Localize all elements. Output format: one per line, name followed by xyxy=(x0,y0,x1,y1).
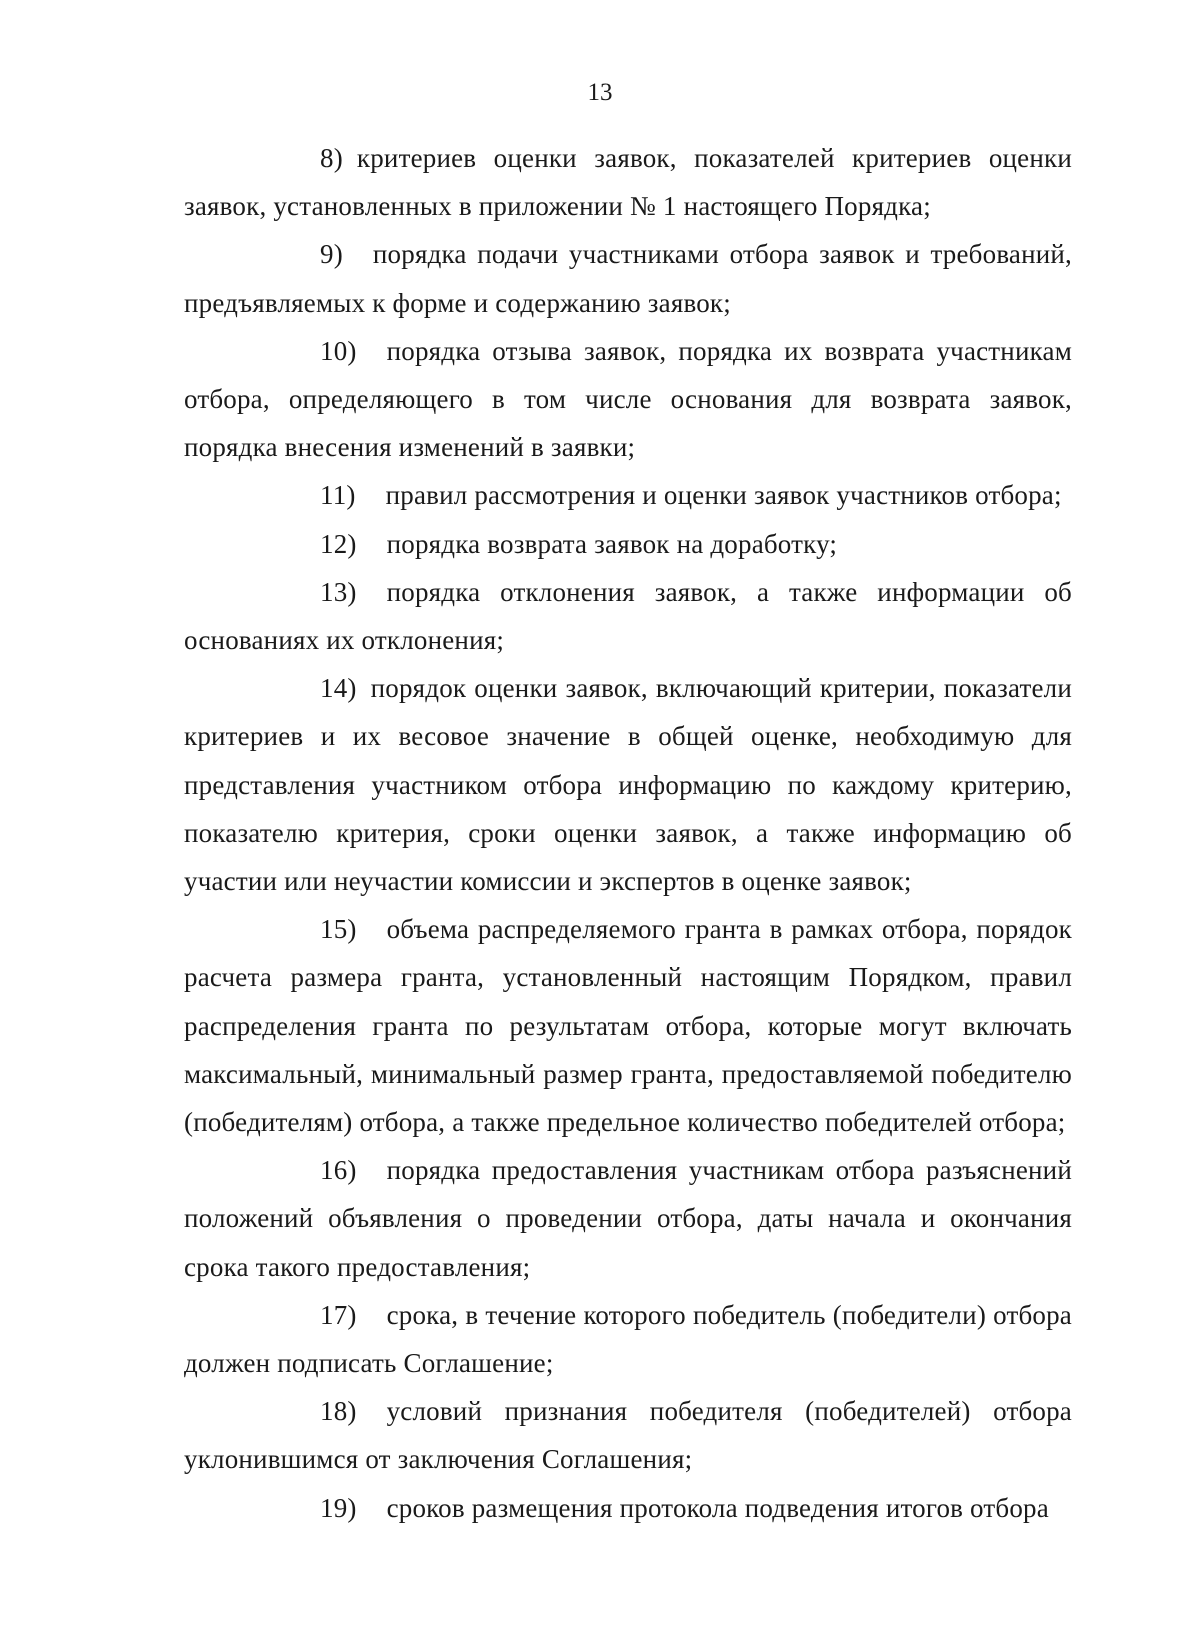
item-text: правил рассмотрения и оценки заявок участников отбора; xyxy=(385,480,1062,511)
item-text: срока, в течение которого победитель (победители) отбора должен подписать Соглашение; xyxy=(184,1299,1072,1379)
item-text: порядка отзыва заявок, порядка их возврата участникам отбора, определяющего в том числе основания для возврата заявок, порядка внесения изменений в заявки; xyxy=(184,335,1072,463)
document-body xyxy=(184,134,1072,1532)
item-number: 11) xyxy=(320,480,356,511)
item-text: порядка предоставления участникам отбора разъяснений положений объявления о проведении отбора, даты начала и окончания срока такого предоставления; xyxy=(184,1155,1072,1282)
list-item xyxy=(184,520,1072,568)
item-number: 18) xyxy=(320,1396,357,1427)
item-text: порядка возврата заявок на доработку; xyxy=(386,528,838,559)
list-item xyxy=(184,568,1072,664)
list-item xyxy=(184,905,1072,1146)
item-number: 9) xyxy=(320,239,343,270)
item-number: 19) xyxy=(320,1492,357,1523)
list-item xyxy=(184,471,1072,519)
list-item xyxy=(184,327,1072,472)
item-number: 17) xyxy=(320,1299,357,1330)
list-item xyxy=(184,664,1072,905)
list-item xyxy=(184,1387,1072,1483)
item-text: объема распределяемого гранта в рамках отбора, порядок расчета размера гранта, установленный настоящим Порядком, правил распределения гранта по результатам отбора, которые могут включать максимальный, минимальный размер гранта, предоставляемой победителю (победителям) отбора, а также предельное количество победителей отбора; xyxy=(184,914,1072,1138)
list-item xyxy=(184,1484,1072,1532)
item-number: 10) xyxy=(320,335,357,366)
item-text: порядок оценки заявок, включающий критерии, показатели критериев и их весовое значение в общей оценке, необходимую для представления участником отбора информацию по каждому критерию, показателю критерия, сроки оценки заявок, а также информацию об участии или неучастии комиссии и экспертов в оценке заявок; xyxy=(184,673,1072,897)
item-text: порядка подачи участниками отбора заявок и требований, предъявляемых к форме и содержанию заявок; xyxy=(184,239,1072,318)
item-number: 16) xyxy=(320,1155,357,1186)
item-text: критериев оценки заявок, показателей критериев оценки заявок, установленных в приложении № 1 настоящего Порядка; xyxy=(184,143,1072,222)
item-text: порядка отклонения заявок, а также информации об основаниях их отклонения; xyxy=(184,576,1072,656)
list-item xyxy=(184,1291,1072,1387)
list-item xyxy=(184,134,1072,230)
item-text: сроков размещения протокола подведения итогов отбора xyxy=(386,1492,1049,1523)
item-number: 14) xyxy=(320,673,357,704)
item-number: 13) xyxy=(320,576,357,607)
item-number: 8) xyxy=(320,143,343,173)
page-number: 13 xyxy=(587,79,613,106)
item-text: условий признания победителя (победителей) отбора уклонившимся от заключения Соглашения; xyxy=(184,1396,1072,1475)
list-item xyxy=(184,1146,1072,1291)
item-number: 15) xyxy=(320,914,357,945)
item-number: 12) xyxy=(320,528,357,559)
list-item xyxy=(184,230,1072,326)
